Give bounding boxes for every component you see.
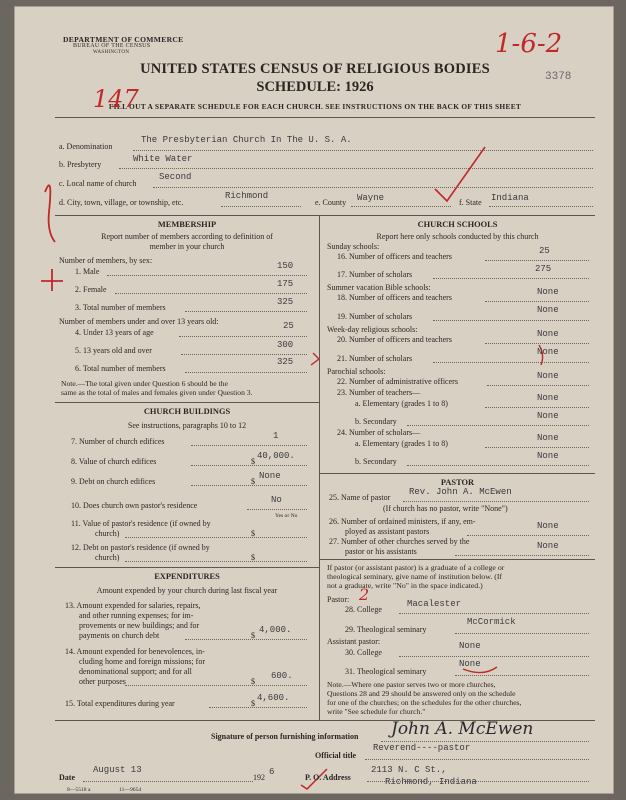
membership-intro-2: member in your church bbox=[149, 242, 225, 251]
q23b-label: b. Secondary bbox=[355, 417, 397, 426]
q29-value: McCormick bbox=[467, 617, 516, 627]
membership-bottom-rule bbox=[55, 402, 319, 403]
q4-label: 4. Under 13 years of age bbox=[75, 328, 154, 337]
q14-line bbox=[125, 685, 307, 686]
department-name: DEPARTMENT OF COMMERCE bbox=[63, 35, 184, 44]
q22-line bbox=[487, 385, 589, 386]
q26-value: None bbox=[537, 521, 559, 531]
q8-label: 8. Value of church edifices bbox=[71, 457, 157, 466]
q20-line bbox=[485, 343, 589, 344]
address-label: P. O. Address bbox=[305, 773, 351, 782]
date-value: August 13 bbox=[93, 765, 142, 775]
q14-value: 600. bbox=[271, 671, 293, 681]
state-label: f. State bbox=[459, 198, 482, 207]
address-line-1: 2113 N. C St., bbox=[371, 765, 447, 775]
q14-label-1: 14. Amount expended for benevolences, in- bbox=[65, 647, 205, 656]
buildings-title: CHURCH BUILDINGS bbox=[143, 407, 231, 416]
q26-line bbox=[467, 535, 589, 536]
denomination-value: The Presbyterian Church In The U. S. A. bbox=[141, 135, 352, 145]
q17-label: 17. Number of scholars bbox=[337, 270, 413, 279]
q5-value: 300 bbox=[277, 340, 294, 350]
official-title-label: Official title bbox=[315, 751, 357, 760]
q16-value: 25 bbox=[539, 246, 550, 256]
form-title: UNITED STATES CENSUS OF RELIGIOUS BODIES bbox=[140, 61, 490, 77]
q17-line bbox=[433, 278, 589, 279]
signature: John A. McEwen bbox=[391, 719, 534, 739]
signature-line bbox=[381, 741, 589, 742]
q11-dollar: $ bbox=[251, 529, 255, 538]
buildings-bottom-rule bbox=[55, 567, 319, 568]
schools-intro: Report here only schools conducted by this church bbox=[376, 232, 539, 241]
q13-value: 4,000. bbox=[259, 625, 292, 635]
section-top-rule bbox=[55, 215, 595, 216]
bureau-name: BUREAU OF THE CENSUS bbox=[73, 43, 151, 49]
column-divider bbox=[319, 215, 320, 720]
q28-label: 28. College bbox=[345, 605, 382, 614]
q12-dollar: $ bbox=[251, 553, 255, 562]
q25-value: Rev. John A. McEwen bbox=[409, 487, 512, 497]
q3-value: 325 bbox=[277, 297, 294, 307]
q15-label: 15. Total expenditures during year bbox=[65, 699, 175, 708]
q15-value: 4,600. bbox=[257, 693, 290, 703]
q24b-line bbox=[407, 465, 589, 466]
q12-line bbox=[125, 561, 307, 562]
q13-label-2: and other running expenses; for im- bbox=[79, 611, 194, 620]
membership-intro-1: Report number of members according to definition of bbox=[101, 232, 273, 241]
q31-line bbox=[455, 675, 589, 676]
presbytery-value: White Water bbox=[133, 154, 193, 164]
pastor-mid-rule bbox=[320, 559, 595, 560]
q26-label-2: ployed as assistant pastors bbox=[345, 527, 430, 536]
q11-label-1: 11. Value of pastor's residence (if owned by bbox=[71, 519, 211, 528]
pastor-note-3: for one of the churches; on the schedules for the other churches, bbox=[327, 698, 522, 707]
q27-label-1: 27. Number of other churches served by the bbox=[329, 537, 470, 546]
bureau-city: WASHINGTON bbox=[93, 50, 130, 55]
handwritten-number: 147 bbox=[93, 85, 139, 113]
q12-label-1: 12. Debt on pastor's residence (if owned by bbox=[71, 543, 210, 552]
q29-line bbox=[455, 633, 589, 634]
denomination-label: a. Denomination bbox=[59, 142, 113, 151]
q19-line bbox=[433, 320, 589, 321]
q30-label: 30. College bbox=[345, 648, 382, 657]
pastor-title: PASTOR bbox=[440, 478, 475, 487]
q16-line bbox=[485, 260, 589, 261]
schools-bottom-rule bbox=[320, 473, 595, 474]
presbytery-label: b. Presbytery bbox=[59, 160, 102, 169]
q13-dollar: $ bbox=[251, 631, 255, 640]
q25-line bbox=[403, 501, 589, 502]
date-line bbox=[83, 781, 253, 782]
q26-label-1: 26. Number of ordained ministers, if any, em- bbox=[329, 517, 476, 526]
q7-label: 7. Number of church edifices bbox=[71, 437, 165, 446]
membership-note-1: Note.—The total given under Question 6 should be the bbox=[61, 379, 228, 388]
pastor-note-2: Questions 28 and 29 should be answered only on the schedule bbox=[327, 689, 516, 698]
q24b-value: None bbox=[537, 451, 559, 461]
official-title-line bbox=[365, 759, 589, 760]
q1-value: 150 bbox=[277, 261, 294, 271]
handwritten-code: 1-6-2 bbox=[495, 29, 563, 59]
stamp-number: 3378 bbox=[545, 71, 572, 83]
q12-label-2: church) bbox=[95, 553, 120, 562]
college-note-2: theological seminary, give name of institution below. (If bbox=[327, 572, 503, 581]
q25-label: 25. Name of pastor bbox=[329, 493, 391, 502]
local-name-value: Second bbox=[159, 172, 192, 182]
q2-value: 175 bbox=[277, 279, 294, 289]
q27-value: None bbox=[537, 541, 559, 551]
parochial-schools-label: Parochial schools: bbox=[327, 367, 386, 376]
county-value: Wayne bbox=[357, 193, 385, 203]
q6-line bbox=[185, 372, 307, 373]
pastor-subhead: Pastor: bbox=[327, 595, 350, 604]
q13-label-4: payments on church debt bbox=[79, 631, 160, 640]
q20-value: None bbox=[537, 329, 559, 339]
q5-label: 5. 13 years old and over bbox=[75, 346, 152, 355]
q8-line bbox=[191, 465, 307, 466]
q23a-line bbox=[485, 407, 589, 408]
q3-line bbox=[185, 311, 307, 312]
q11-line bbox=[125, 537, 307, 538]
form-number: 8—5518 a bbox=[67, 787, 91, 793]
q8-dollar: $ bbox=[251, 457, 255, 466]
year-prefix: 192 bbox=[253, 773, 265, 782]
fill-instructions: FILL OUT A SEPARATE SCHEDULE FOR EACH CHURCH. SEE INSTRUCTIONS ON THE BACK OF THIS SHEET bbox=[108, 102, 522, 111]
q27-label-2: pastor or his assistants bbox=[345, 547, 417, 556]
date-label: Date bbox=[59, 773, 75, 782]
weekday-schools-label: Week-day religious schools: bbox=[327, 325, 418, 334]
q9-line bbox=[191, 485, 307, 486]
pastor-note-1: Note.—Where one pastor serves two or more churches, bbox=[327, 680, 496, 689]
q31-label: 31. Theological seminary bbox=[345, 667, 427, 676]
q9-dollar: $ bbox=[251, 477, 255, 486]
q24a-label: a. Elementary (grades 1 to 8) bbox=[355, 439, 448, 448]
q31-value: None bbox=[459, 659, 481, 669]
official-title-value: Reverend----pastor bbox=[373, 743, 471, 753]
q14-label-2: cluding home and foreign missions; for bbox=[79, 657, 205, 666]
schools-title: CHURCH SCHOOLS bbox=[417, 220, 498, 229]
q10-label: 10. Does church own pastor's residence bbox=[71, 501, 198, 510]
assistant-subhead: Assistant pastor: bbox=[327, 637, 381, 646]
local-name-label: c. Local name of church bbox=[59, 179, 137, 188]
q16-label: 16. Number of officers and teachers bbox=[337, 252, 452, 261]
q2-line bbox=[115, 293, 307, 294]
q10-line bbox=[247, 509, 307, 510]
q2-label: 2. Female bbox=[75, 285, 107, 294]
q1-label: 1. Male bbox=[75, 267, 100, 276]
q23a-label: a. Elementary (grades 1 to 8) bbox=[355, 399, 448, 408]
q21-value: None bbox=[537, 347, 559, 357]
q3-label: 3. Total number of members bbox=[75, 303, 166, 312]
q15-line bbox=[209, 707, 307, 708]
buildings-intro: See instructions, paragraphs 10 to 12 bbox=[127, 421, 247, 430]
expenditures-intro: Amount expended by your church during last fiscal year bbox=[96, 586, 278, 595]
q24b-label: b. Secondary bbox=[355, 457, 397, 466]
q5-line bbox=[181, 354, 307, 355]
q18-line bbox=[485, 301, 589, 302]
q18-value: None bbox=[537, 287, 559, 297]
q30-value: None bbox=[459, 641, 481, 651]
q19-value: None bbox=[537, 305, 559, 315]
city-value: Richmond bbox=[225, 191, 269, 201]
membership-title: MEMBERSHIP bbox=[157, 220, 217, 229]
q10-value: No bbox=[271, 495, 282, 505]
q30-line bbox=[399, 656, 589, 657]
q23a-value: None bbox=[537, 393, 559, 403]
q20-label: 20. Number of officers and teachers bbox=[337, 335, 452, 344]
q23b-value: None bbox=[537, 411, 559, 421]
membership-note-2: same as the total of males and females given under Question 3. bbox=[61, 388, 253, 397]
q19-label: 19. Number of scholars bbox=[337, 312, 413, 321]
schedule-year: SCHEDULE: 1926 bbox=[256, 79, 374, 95]
expenditures-title: EXPENDITURES bbox=[154, 572, 220, 581]
q23b-line bbox=[407, 425, 589, 426]
print-number: 11—9654 bbox=[119, 787, 142, 793]
q22-value: None bbox=[537, 371, 559, 381]
q9-label: 9. Debt on church edifices bbox=[71, 477, 156, 486]
yes-no-hint: Yes or No bbox=[275, 513, 298, 519]
q14-label-3: denominational support; and for all bbox=[79, 667, 192, 676]
q13-line bbox=[185, 639, 307, 640]
signature-label: Signature of person furnishing information bbox=[211, 732, 359, 741]
q23-label: 23. Number of teachers— bbox=[337, 388, 421, 397]
q24-label: 24. Number of scholars— bbox=[337, 428, 421, 437]
age-intro-label: Number of members under and over 13 years old: bbox=[59, 317, 219, 326]
q24a-line bbox=[485, 447, 589, 448]
q29-label: 29. Theological seminary bbox=[345, 625, 427, 634]
q6-label: 6. Total number of members bbox=[75, 364, 166, 373]
census-form-sheet bbox=[14, 6, 614, 794]
q21-label: 21. Number of scholars bbox=[337, 354, 413, 363]
q18-label: 18. Number of officers and teachers bbox=[337, 293, 452, 302]
q25-note: (If church has no pastor, write "None") bbox=[383, 504, 508, 513]
pastor-mark: 2 bbox=[359, 585, 370, 604]
sunday-schools-label: Sunday schools: bbox=[327, 242, 380, 251]
year-digit: 6 bbox=[269, 767, 275, 777]
state-value: Indiana bbox=[491, 193, 529, 203]
address-line-2: Richmond, Indiana bbox=[385, 777, 477, 787]
summer-schools-label: Summer vacation Bible schools: bbox=[327, 283, 431, 292]
members-by-sex-label: Number of members, by sex: bbox=[59, 256, 153, 265]
q28-line bbox=[399, 613, 589, 614]
college-note-1: If pastor (or assistant pastor) is a graduate of a college or bbox=[327, 563, 505, 572]
county-label: e. County bbox=[315, 198, 347, 207]
q6-value: 325 bbox=[277, 357, 294, 367]
q11-label-2: church) bbox=[95, 529, 120, 538]
q14-dollar: $ bbox=[251, 677, 255, 686]
q15-dollar: $ bbox=[251, 699, 255, 708]
pastor-note-4: write "See schedule for church." bbox=[327, 707, 426, 716]
q4-line bbox=[179, 336, 307, 337]
q4-value: 25 bbox=[283, 321, 294, 331]
q7-value: 1 bbox=[273, 431, 279, 441]
q24a-value: None bbox=[537, 433, 559, 443]
q8-value: 40,000. bbox=[257, 451, 295, 461]
q9-value: None bbox=[259, 471, 281, 481]
q1-line bbox=[107, 275, 307, 276]
q13-label-3: provements or new buildings; and for bbox=[79, 621, 200, 630]
q7-line bbox=[191, 445, 307, 446]
q28-value: Macalester bbox=[407, 599, 462, 609]
q22-label: 22. Number of administrative officers bbox=[337, 377, 458, 386]
q27-line bbox=[455, 555, 589, 556]
q17-value: 275 bbox=[535, 264, 552, 274]
college-note-3: not a graduate, write "No" in the space indicated.) bbox=[327, 581, 483, 590]
city-label: d. City, town, village, or township, etc. bbox=[59, 198, 184, 207]
q21-line bbox=[433, 362, 589, 363]
q13-label-1: 13. Amount expended for salaries, repairs, bbox=[65, 601, 201, 610]
q14-label-4: other purposes bbox=[79, 677, 126, 686]
